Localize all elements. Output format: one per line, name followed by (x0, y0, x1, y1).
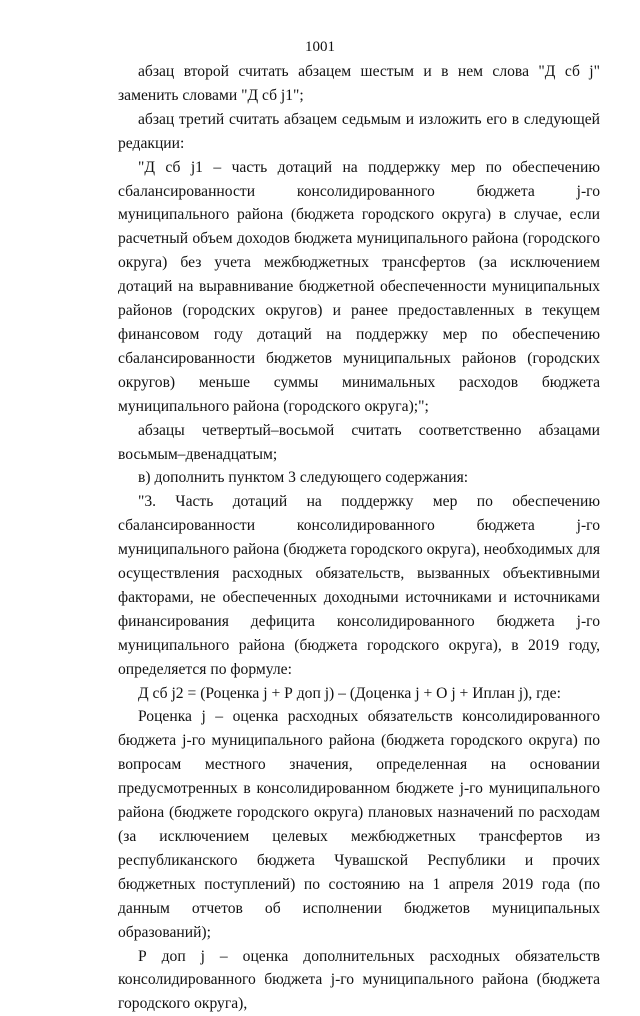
paragraph-punkt-3-intro: в) дополнить пунктом 3 следующего содержания: (138, 469, 469, 487)
paragraph-abzac-vtoroy: абзац второй считать абзацем шестым и в нем слова "Д сб j" заменить словами "Д сб j1"; (118, 63, 600, 104)
document-body (118, 60, 600, 1016)
paragraph-punkt-3-text: "3. Часть дотаций на поддержку мер по обеспечению сбалансированности консолидированного бюджета j-го муниципального района (бюджета городского округа), необходимых для осуществления расходных обязательств, вызванных объективными факторами, не обеспеченных доходными источниками и источниками финансирования дефицита консолидированного бюджета j-го муниципального района (бюджета городского округа), в 2019 году, определяется по формуле: (118, 493, 600, 678)
paragraph-abzac-tretiy: абзац третий считать абзацем седьмым и изложить его в следующей редакции: (118, 110, 600, 152)
paragraph-rocenka-definition: Роценка j – оценка расходных обязательств консолидированного бюджета j-го муниципального района (бюджета городского округа) по вопросам местного значения, определенная на основании предусмотренных в консолидированном бюджете j-го муниципального района (бюджете городского округа) плановых назначений по расходам (за исключением целевых межбюджетных трансфертов из республиканского бюджета Чувашской Республики и прочих бюджетных поступлений) по состоянию на 1 апреля 2019 года (по данным отчетов об исполнении бюджетов муниципальных образований); (118, 708, 600, 941)
paragraph-r-dop-definition: Р доп j – оценка дополнительных расходных обязательств консолидированного бюджета j-го муниципального района (бюджета городского округа), (118, 947, 600, 1013)
page-number: 1001 (305, 39, 335, 55)
paragraph-d-sb-j1-definition: "Д сб j1 – часть дотаций на поддержку мер по обеспечению сбалансированности консолидированного бюджета j-го муниципального района (бюджета городского округа) в случае, если расчетный объем доходов бюджета муниципального района (городского округа) без учета межбюджетных трансфертов (за исключением дотаций на выравнивание бюджетной обеспеченности муниципальных районов (городских округов) и ранее предоставленных в текущем финансовом году дотаций на поддержку мер по обеспечению сбалансированности бюджетов муниципальных районов (городских округов) меньше суммы минимальных расходов бюджета муниципального района (городского округа);"; (118, 158, 600, 415)
paragraph-abzacy-renumbering: абзацы четвертый–восьмой считать соответственно абзацами восьмым–двенадцатым; (118, 421, 600, 463)
paragraph-formula: Д сб j2 = (Роценка j + Р доп j) – (Доценка j + О j + Иплан j), где: (138, 684, 561, 702)
